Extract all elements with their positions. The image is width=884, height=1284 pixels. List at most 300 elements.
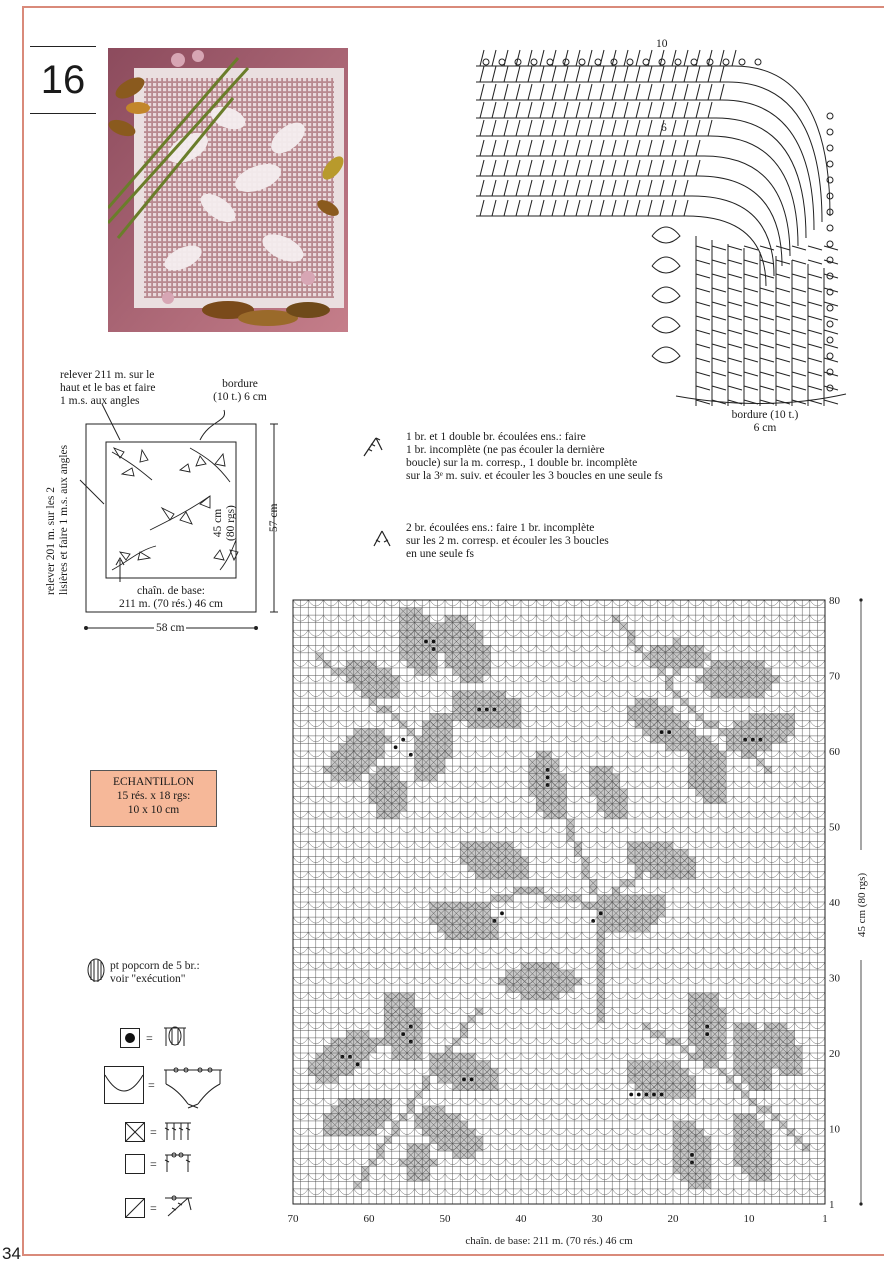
border-stitch <box>792 274 806 278</box>
border-stitch <box>516 102 520 118</box>
border-stitch <box>824 386 838 390</box>
border-stitch <box>696 260 710 264</box>
border-stitch <box>492 66 496 82</box>
border-stitch <box>712 372 726 376</box>
border-stitch <box>792 372 806 376</box>
border-stitch <box>792 330 806 334</box>
schematic-border-line1: bordure <box>222 378 258 390</box>
border-stitch <box>824 344 838 348</box>
popcorn-note <box>110 960 200 986</box>
legend-cross-square <box>125 1122 145 1142</box>
y-tick-label: 40 <box>829 897 840 909</box>
border-stitch <box>660 50 664 66</box>
legend-arc-stitches-icon <box>162 1064 224 1114</box>
border-picot <box>827 177 833 183</box>
schematic-base-chain-line2: 211 m. (70 rés.) 46 cm <box>118 598 223 610</box>
border-stitch <box>540 50 544 66</box>
border-stitch <box>684 84 688 100</box>
border-stitch <box>612 102 616 118</box>
border-stitch <box>728 344 742 348</box>
border-picot <box>827 129 833 135</box>
border-row-marker-10: 10 <box>656 38 668 50</box>
border-stitch <box>708 102 712 118</box>
border-picot <box>499 59 505 65</box>
double-decrease-note-line2: 1 br. incomplète (ne pas écouler la dernière <box>406 444 605 456</box>
page-frame-top <box>22 6 884 8</box>
legend-equals-2: = <box>148 1078 155 1092</box>
border-stitch <box>540 120 544 136</box>
border-stitch <box>824 372 838 376</box>
border-stitch <box>648 102 652 118</box>
legend-dot-square <box>120 1028 140 1048</box>
border-shell <box>652 287 680 303</box>
border-stitch <box>672 140 676 156</box>
border-stitch <box>728 288 742 292</box>
border-stitch <box>492 140 496 156</box>
popcorn-dot <box>348 1055 352 1059</box>
border-stitch <box>624 84 628 100</box>
border-stitch <box>636 50 640 66</box>
border-stitch <box>636 200 640 216</box>
border-stitch <box>504 102 508 118</box>
border-stitch <box>760 386 774 390</box>
border-stitch <box>612 160 616 176</box>
border-stitch <box>552 84 556 100</box>
border-stitch <box>612 84 616 100</box>
border-stitch <box>792 260 806 264</box>
popcorn-dot <box>751 738 755 742</box>
gauge-line3: 10 x 10 cm <box>127 804 180 816</box>
border-stitch <box>808 246 822 250</box>
popcorn-dot <box>401 738 405 742</box>
border-picot <box>483 59 489 65</box>
border-stitch <box>776 274 790 278</box>
border-stitch <box>648 120 652 136</box>
popcorn-dot <box>356 1062 360 1066</box>
border-stitch <box>516 160 520 176</box>
border-stitch <box>492 160 496 176</box>
border-stitch <box>684 66 688 82</box>
border-stitch <box>540 66 544 82</box>
popcorn-dot <box>645 1093 649 1097</box>
border-stitch <box>672 120 676 136</box>
popcorn-dot <box>493 708 497 712</box>
border-stitch <box>636 180 640 196</box>
border-stitch <box>612 200 616 216</box>
border-stitch <box>564 66 568 82</box>
border-stitch <box>624 66 628 82</box>
border-stitch <box>564 140 568 156</box>
border-stitch <box>760 358 774 362</box>
border-stitch <box>712 274 726 278</box>
border-stitch <box>776 288 790 292</box>
border-stitch <box>696 288 710 292</box>
two-decrease-note-line2: sur les 2 m. corresp. et écouler les 3 boucles <box>406 535 609 547</box>
popcorn-symbol-icon <box>86 958 106 984</box>
border-stitch <box>696 372 710 376</box>
border-stitch <box>744 344 758 348</box>
popcorn-dot <box>424 640 428 644</box>
border-stitch <box>588 84 592 100</box>
border-stitch <box>552 160 556 176</box>
border-picot <box>827 305 833 311</box>
border-corner-arc <box>734 66 830 216</box>
border-stitch <box>760 274 774 278</box>
border-stitch <box>588 120 592 136</box>
x-tick-label: 60 <box>363 1213 375 1225</box>
gauge-box <box>90 770 217 827</box>
border-stitch <box>824 260 838 264</box>
popcorn-dot <box>660 730 664 734</box>
side-dimension-end <box>859 1202 862 1205</box>
border-stitch <box>492 120 496 136</box>
border-stitch <box>612 50 616 66</box>
border-caption <box>715 409 815 435</box>
border-stitch <box>600 66 604 82</box>
border-stitch <box>728 246 742 250</box>
border-stitch <box>636 120 640 136</box>
border-stitch <box>824 274 838 278</box>
popcorn-dot <box>652 1093 656 1097</box>
border-stitch <box>480 140 484 156</box>
border-stitch <box>600 102 604 118</box>
border-stitch <box>712 260 726 264</box>
border-stitch <box>760 372 774 376</box>
popcorn-dot <box>629 1093 633 1097</box>
border-stitch <box>576 180 580 196</box>
border-stitch <box>696 160 700 176</box>
border-stitch <box>480 120 484 136</box>
schematic-pick-up-top-line3: 1 m.s. aux angles <box>60 395 140 407</box>
border-stitch <box>712 316 726 320</box>
popcorn-dot <box>759 738 763 742</box>
border-picot <box>827 337 833 343</box>
border-shell <box>652 257 680 273</box>
border-stitch <box>552 140 556 156</box>
page-frame-left <box>22 6 24 1256</box>
border-stitch <box>636 102 640 118</box>
border-stitch <box>684 140 688 156</box>
border-stitch <box>480 102 484 118</box>
border-stitch <box>808 372 822 376</box>
border-stitch <box>528 66 532 82</box>
border-stitch <box>672 84 676 100</box>
border-stitch <box>540 102 544 118</box>
border-stitch <box>564 84 568 100</box>
border-stitch <box>684 102 688 118</box>
side-dimension-end <box>859 598 862 601</box>
y-tick-label: 80 <box>829 595 840 607</box>
border-stitch <box>696 246 710 250</box>
gauge-line2: 15 rés. x 18 rgs: <box>116 790 191 802</box>
x-tick-label: 70 <box>287 1213 299 1225</box>
y-tick-label: 1 <box>829 1199 835 1211</box>
border-stitch <box>552 102 556 118</box>
popcorn-dot <box>690 1153 694 1157</box>
border-stitch <box>600 200 604 216</box>
chart-side-caption: 45 cm (80 rgs) <box>856 872 868 938</box>
popcorn-dot <box>462 1078 466 1082</box>
two-decrease-symbol-icon <box>372 528 392 548</box>
border-stitch <box>552 66 556 82</box>
border-stitch <box>660 200 664 216</box>
border-stitch <box>636 140 640 156</box>
schematic-pick-up-top-line1: relever 211 m. sur le <box>60 369 155 381</box>
border-stitch <box>588 50 592 66</box>
legend-diagonal-square <box>125 1198 145 1218</box>
popcorn-dot <box>432 640 436 644</box>
border-stitch <box>576 66 580 82</box>
border-stitch <box>696 386 710 390</box>
double-decrease-note-line3: boucle) sur la m. corresp., 1 double br. incomplète <box>406 457 638 469</box>
border-stitch <box>712 288 726 292</box>
border-stitch <box>776 260 790 264</box>
border-stitch <box>824 288 838 292</box>
border-stitch <box>744 260 758 264</box>
border-corner-arc <box>716 118 806 238</box>
schematic-pick-up-side-line2: lisières et faire 1 m.s. aux angles <box>58 444 70 595</box>
legend-empty-square <box>125 1154 145 1174</box>
border-stitch <box>624 160 628 176</box>
border-stitch <box>696 66 700 82</box>
popcorn-dot <box>470 1078 474 1082</box>
border-stitch <box>672 66 676 82</box>
popcorn-dot <box>690 1161 694 1165</box>
border-stitch <box>504 120 508 136</box>
border-stitch <box>552 200 556 216</box>
border-corner-arc <box>698 176 782 266</box>
schematic-border-line2: (10 t.) 6 cm <box>213 391 267 403</box>
border-stitch <box>528 200 532 216</box>
popcorn-dot <box>500 911 504 915</box>
y-tick-label: 20 <box>829 1048 840 1060</box>
border-stitch <box>744 246 758 250</box>
border-stitch <box>492 84 496 100</box>
border-stitch <box>696 102 700 118</box>
schematic-outer-height: 57 cm <box>268 503 280 532</box>
border-stitch <box>588 66 592 82</box>
border-stitch <box>612 120 616 136</box>
border-stitch <box>792 358 806 362</box>
border-corner-arc <box>704 156 790 256</box>
border-stitch <box>732 50 736 66</box>
y-tick-label: 60 <box>829 746 840 758</box>
border-stitch <box>636 84 640 100</box>
popcorn-dot <box>667 730 671 734</box>
border-stitch <box>588 102 592 118</box>
border-stitch <box>760 330 774 334</box>
border-stitch <box>528 120 532 136</box>
border-stitch <box>776 246 790 250</box>
border-stitch <box>552 120 556 136</box>
border-picot <box>643 59 649 65</box>
border-corner-arc <box>692 196 774 276</box>
border-stitch <box>684 180 688 196</box>
border-stitch <box>660 84 664 100</box>
border-stitch <box>648 180 652 196</box>
border-stitch <box>792 288 806 292</box>
border-stitch <box>528 160 532 176</box>
border-stitch <box>492 200 496 216</box>
border-picot <box>627 59 633 65</box>
border-picot <box>547 59 553 65</box>
border-stitch <box>696 140 700 156</box>
popcorn-dot <box>591 919 595 923</box>
popcorn-dot <box>599 911 603 915</box>
border-corner-arc <box>686 216 766 286</box>
border-row-marker-6: 6 <box>661 122 667 134</box>
border-stitch <box>624 180 628 196</box>
border-picot <box>827 225 833 231</box>
border-stitch <box>648 140 652 156</box>
double-decrease-note-line1: 1 br. et 1 double br. écoulées ens.: faire <box>406 431 586 443</box>
border-stitch <box>712 386 726 390</box>
border-stitch <box>552 180 556 196</box>
border-stitch <box>480 66 484 82</box>
border-stitch <box>696 344 710 348</box>
popcorn-dot-icon <box>125 1033 135 1043</box>
popcorn-dot <box>341 1055 345 1059</box>
legend-filled-stitches-icon <box>164 1120 192 1142</box>
border-stitch <box>564 50 568 66</box>
border-stitch <box>564 120 568 136</box>
border-stitch <box>728 274 742 278</box>
border-stitch <box>760 288 774 292</box>
border-stitch <box>808 274 822 278</box>
border-shell <box>652 347 680 363</box>
border-stitch <box>660 180 664 196</box>
border-stitch <box>588 140 592 156</box>
border-stitch <box>528 102 532 118</box>
border-stitch <box>808 288 822 292</box>
schematic-inner-size <box>212 505 238 541</box>
border-stitch <box>684 120 688 136</box>
border-stitch <box>808 302 822 306</box>
border-stitch <box>776 330 790 334</box>
x-tick-label: 10 <box>743 1213 755 1225</box>
border-stitch <box>588 180 592 196</box>
schematic-inner-rows: (80 rgs) <box>225 505 237 541</box>
border-stitch <box>504 84 508 100</box>
border-stitch <box>648 66 652 82</box>
popcorn-dot <box>409 1025 413 1029</box>
two-decrease-note-line1: 2 br. écoulées ens.: faire 1 br. incomplète <box>406 522 595 534</box>
legend-equals-4: = <box>150 1157 157 1171</box>
popcorn-dot <box>401 1032 405 1036</box>
popcorn-dot <box>660 1093 664 1097</box>
popcorn-dot <box>409 1040 413 1044</box>
border-stitch <box>576 160 580 176</box>
border-stitch <box>564 180 568 196</box>
border-stitch <box>576 200 580 216</box>
border-stitch <box>720 66 724 82</box>
popcorn-dot <box>409 753 413 757</box>
border-stitch <box>792 344 806 348</box>
border-picot <box>827 113 833 119</box>
border-stitch <box>660 160 664 176</box>
border-stitch <box>696 274 710 278</box>
border-stitch <box>504 180 508 196</box>
border-stitch <box>708 66 712 82</box>
border-stitch <box>648 84 652 100</box>
border-stitch <box>528 140 532 156</box>
border-stitch <box>760 344 774 348</box>
border-stitch <box>612 66 616 82</box>
border-picot <box>579 59 585 65</box>
border-stitch <box>564 160 568 176</box>
border-stitch <box>744 386 758 390</box>
popcorn-dot <box>705 1025 709 1029</box>
border-stitch <box>696 330 710 334</box>
gauge-title: ECHANTILLON <box>112 776 195 788</box>
border-stitch <box>480 160 484 176</box>
border-stitch <box>588 160 592 176</box>
legend-diagonal-stitches-icon <box>164 1194 194 1220</box>
border-stitch <box>540 160 544 176</box>
popcorn-dot <box>477 708 481 712</box>
border-caption-line1: bordure (10 t.) <box>731 409 799 421</box>
border-stitch <box>760 302 774 306</box>
border-stitch <box>600 120 604 136</box>
popcorn-dot <box>705 1032 709 1036</box>
schematic-outer-width: 58 cm <box>156 622 185 634</box>
popcorn-dot <box>546 768 550 772</box>
border-picot <box>675 59 681 65</box>
page-number: 34 <box>2 1244 21 1263</box>
border-picot <box>755 59 761 65</box>
double-decrease-note-line4: sur la 3ᵉ m. suiv. et écouler les 3 boucles en une seule fs <box>406 470 663 482</box>
border-stitch <box>696 358 710 362</box>
border-picot <box>827 353 833 359</box>
border-stitch <box>504 200 508 216</box>
border-stitch <box>808 330 822 334</box>
border-stitch <box>776 372 790 376</box>
legend-open-mesh-icon <box>164 1152 192 1174</box>
chart-bottom-caption: chaîn. de base: 211 m. (70 rés.) 46 cm <box>465 1235 633 1247</box>
border-picot <box>723 59 729 65</box>
border-stitch <box>600 84 604 100</box>
border-caption-line2: 6 cm <box>753 422 777 434</box>
popcorn-dot <box>394 745 398 749</box>
border-stitch <box>824 316 838 320</box>
x-tick-label: 30 <box>591 1213 603 1225</box>
border-picot <box>827 161 833 167</box>
x-tick-label: 1 <box>822 1213 828 1225</box>
legend-equals-5: = <box>150 1201 157 1215</box>
border-stitch <box>824 330 838 334</box>
border-stitch <box>712 358 726 362</box>
popcorn-note-line2: voir "exécution" <box>110 973 186 985</box>
border-stitch <box>540 200 544 216</box>
two-decrease-note-line3: en une seule fs <box>406 548 475 560</box>
popcorn-dot <box>546 783 550 787</box>
border-stitch <box>728 372 742 376</box>
border-stitch <box>588 200 592 216</box>
y-tick-label: 10 <box>829 1123 840 1136</box>
border-stitch <box>528 84 532 100</box>
border-stitch <box>540 84 544 100</box>
border-stitch <box>696 302 710 306</box>
border-stitch <box>684 160 688 176</box>
border-stitch <box>480 84 484 100</box>
border-stitch <box>636 66 640 82</box>
border-stitch <box>824 400 838 404</box>
border-stitch <box>696 84 700 100</box>
border-stitch <box>648 160 652 176</box>
border-stitch <box>728 330 742 334</box>
border-stitch <box>516 50 520 66</box>
chart-body <box>293 600 825 1204</box>
